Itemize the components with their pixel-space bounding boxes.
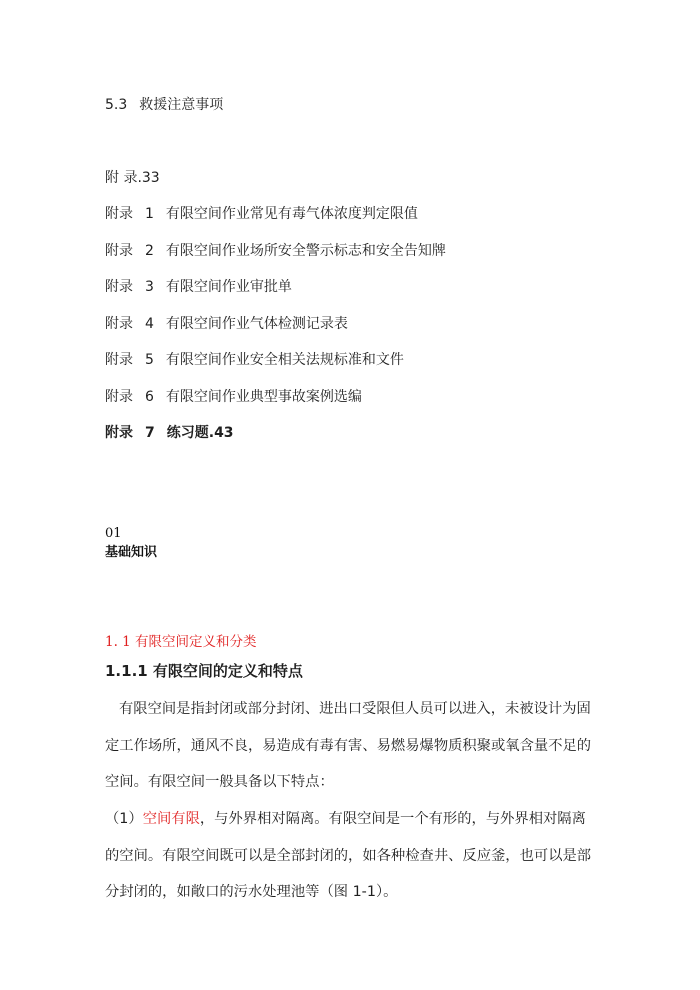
- appendix-number: 7: [145, 425, 155, 441]
- appendix-number: 3: [145, 279, 154, 295]
- toc-appendix-item: [105, 277, 292, 297]
- appendix-title: 练习题.43: [166, 425, 234, 441]
- appendix-title: 有限空间作业安全相关法规标准和文件: [165, 352, 404, 368]
- appendix-title: 有限空间作业常见有毒气体浓度判定限值: [165, 206, 418, 222]
- paragraph-text: ，与外界相对隔离。有限空间是一个有形的，与外界相对隔离: [199, 811, 586, 827]
- section-heading: 1. 1 有限空间定义和分类: [105, 634, 257, 650]
- toc-section-number: 5.3: [105, 97, 128, 113]
- paragraph-line: 有限空间是指封闭或部分封闭、进出口受限但人员可以进入，未被设计为固: [119, 701, 591, 717]
- subsection-heading: 1.1.1 有限空间的定义和特点: [105, 662, 303, 680]
- paragraph-line: [105, 809, 586, 829]
- appendix-label: 附录: [105, 389, 133, 405]
- appendix-label: 附录: [105, 316, 133, 332]
- toc-appendix-item: [105, 314, 348, 334]
- appendix-label: 附录: [105, 425, 133, 441]
- toc-appendix-item: [105, 387, 362, 407]
- appendix-title: 有限空间作业典型事故案例选编: [165, 389, 362, 405]
- paragraph-line: 的空间。有限空间既可以是全部封闭的，如各种检查井、反应釜，也可以是部: [105, 848, 592, 864]
- appendix-label: 附录: [105, 206, 133, 222]
- toc-section-5-3: [105, 95, 223, 115]
- appendix-label: 附录: [105, 243, 133, 259]
- toc-appendix-item: [105, 204, 418, 224]
- toc-section-title: 救援注意事项: [139, 97, 224, 113]
- appendix-label: 附录: [105, 352, 133, 368]
- appendix-number: 1: [145, 206, 154, 222]
- appendix-title: 有限空间作业审批单: [165, 279, 292, 295]
- highlighted-term: 空间有限: [142, 811, 200, 827]
- appendix-number: 4: [145, 316, 154, 332]
- appendix-title: 有限空间作业场所安全警示标志和安全告知牌: [165, 243, 446, 259]
- chapter-title: 基础知识: [105, 545, 158, 560]
- appendix-label: 附录: [105, 279, 133, 295]
- paragraph-line: 定工作场所，通风不良，易造成有毒有害、易燃易爆物质积聚或氧含量不足的: [105, 738, 592, 754]
- toc-appendix-header: 附 录.33: [105, 170, 160, 186]
- paragraph-line: 空间。有限空间一般具备以下特点：: [105, 774, 334, 790]
- toc-appendix-item: [105, 350, 404, 370]
- appendix-number: 6: [145, 389, 154, 405]
- toc-appendix-item: [105, 423, 234, 443]
- paragraph-line: 分封闭的，如敞口的污水处理池等（图 1-1）。: [105, 884, 398, 900]
- toc-appendix-item: [105, 241, 446, 261]
- appendix-number: 2: [145, 243, 154, 259]
- list-marker: （1）: [105, 811, 143, 827]
- chapter-number: 01: [105, 526, 122, 541]
- appendix-number: 5: [145, 352, 154, 368]
- appendix-title: 有限空间作业气体检测记录表: [165, 316, 348, 332]
